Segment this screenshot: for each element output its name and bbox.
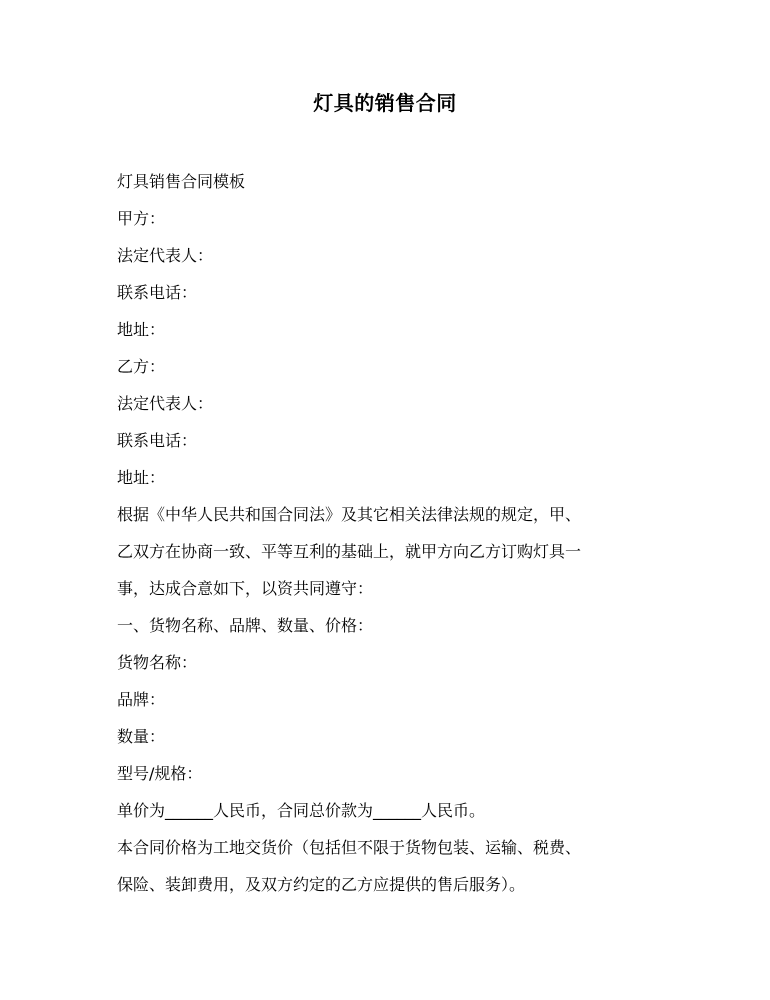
preamble-line-3: 事，达成合意如下，以资共同遵守： xyxy=(117,579,374,598)
document-body xyxy=(117,163,657,903)
price-terms-line-1: 本合同价格为工地交货价（包括但不限于货物包装、运输、税费、 xyxy=(117,838,582,857)
party-a-representative-label: 法定代表人： xyxy=(117,246,214,265)
party-a-phone-label: 联系电话： xyxy=(117,283,198,302)
quantity-label: 数量： xyxy=(117,727,166,746)
price-line: 单价为______人民币，合同总价款为______人民币。 xyxy=(117,801,486,820)
party-a-label: 甲方： xyxy=(117,209,166,228)
section-1-heading: 一、货物名称、品牌、数量、价格： xyxy=(117,616,374,635)
preamble-line-1: 根据《中华人民共和国合同法》及其它相关法律法规的规定，甲、 xyxy=(117,505,582,524)
party-b-address-label: 地址： xyxy=(117,468,166,487)
goods-name-label: 货物名称： xyxy=(117,653,198,672)
brand-label: 品牌： xyxy=(117,690,166,709)
party-b-representative-label: 法定代表人： xyxy=(117,394,214,413)
document-title: 灯具的销售合同 xyxy=(313,91,457,115)
template-heading: 灯具销售合同模板 xyxy=(117,172,246,191)
party-b-label: 乙方： xyxy=(117,357,166,376)
preamble-line-2: 乙双方在协商一致、平等互利的基础上，就甲方向乙方订购灯具一 xyxy=(117,542,582,561)
price-terms-line-2: 保险、装卸费用，及双方约定的乙方应提供的售后服务）。 xyxy=(117,875,526,894)
party-a-address-label: 地址： xyxy=(117,320,166,339)
party-b-phone-label: 联系电话： xyxy=(117,431,198,450)
model-spec-label: 型号/规格： xyxy=(117,764,203,783)
